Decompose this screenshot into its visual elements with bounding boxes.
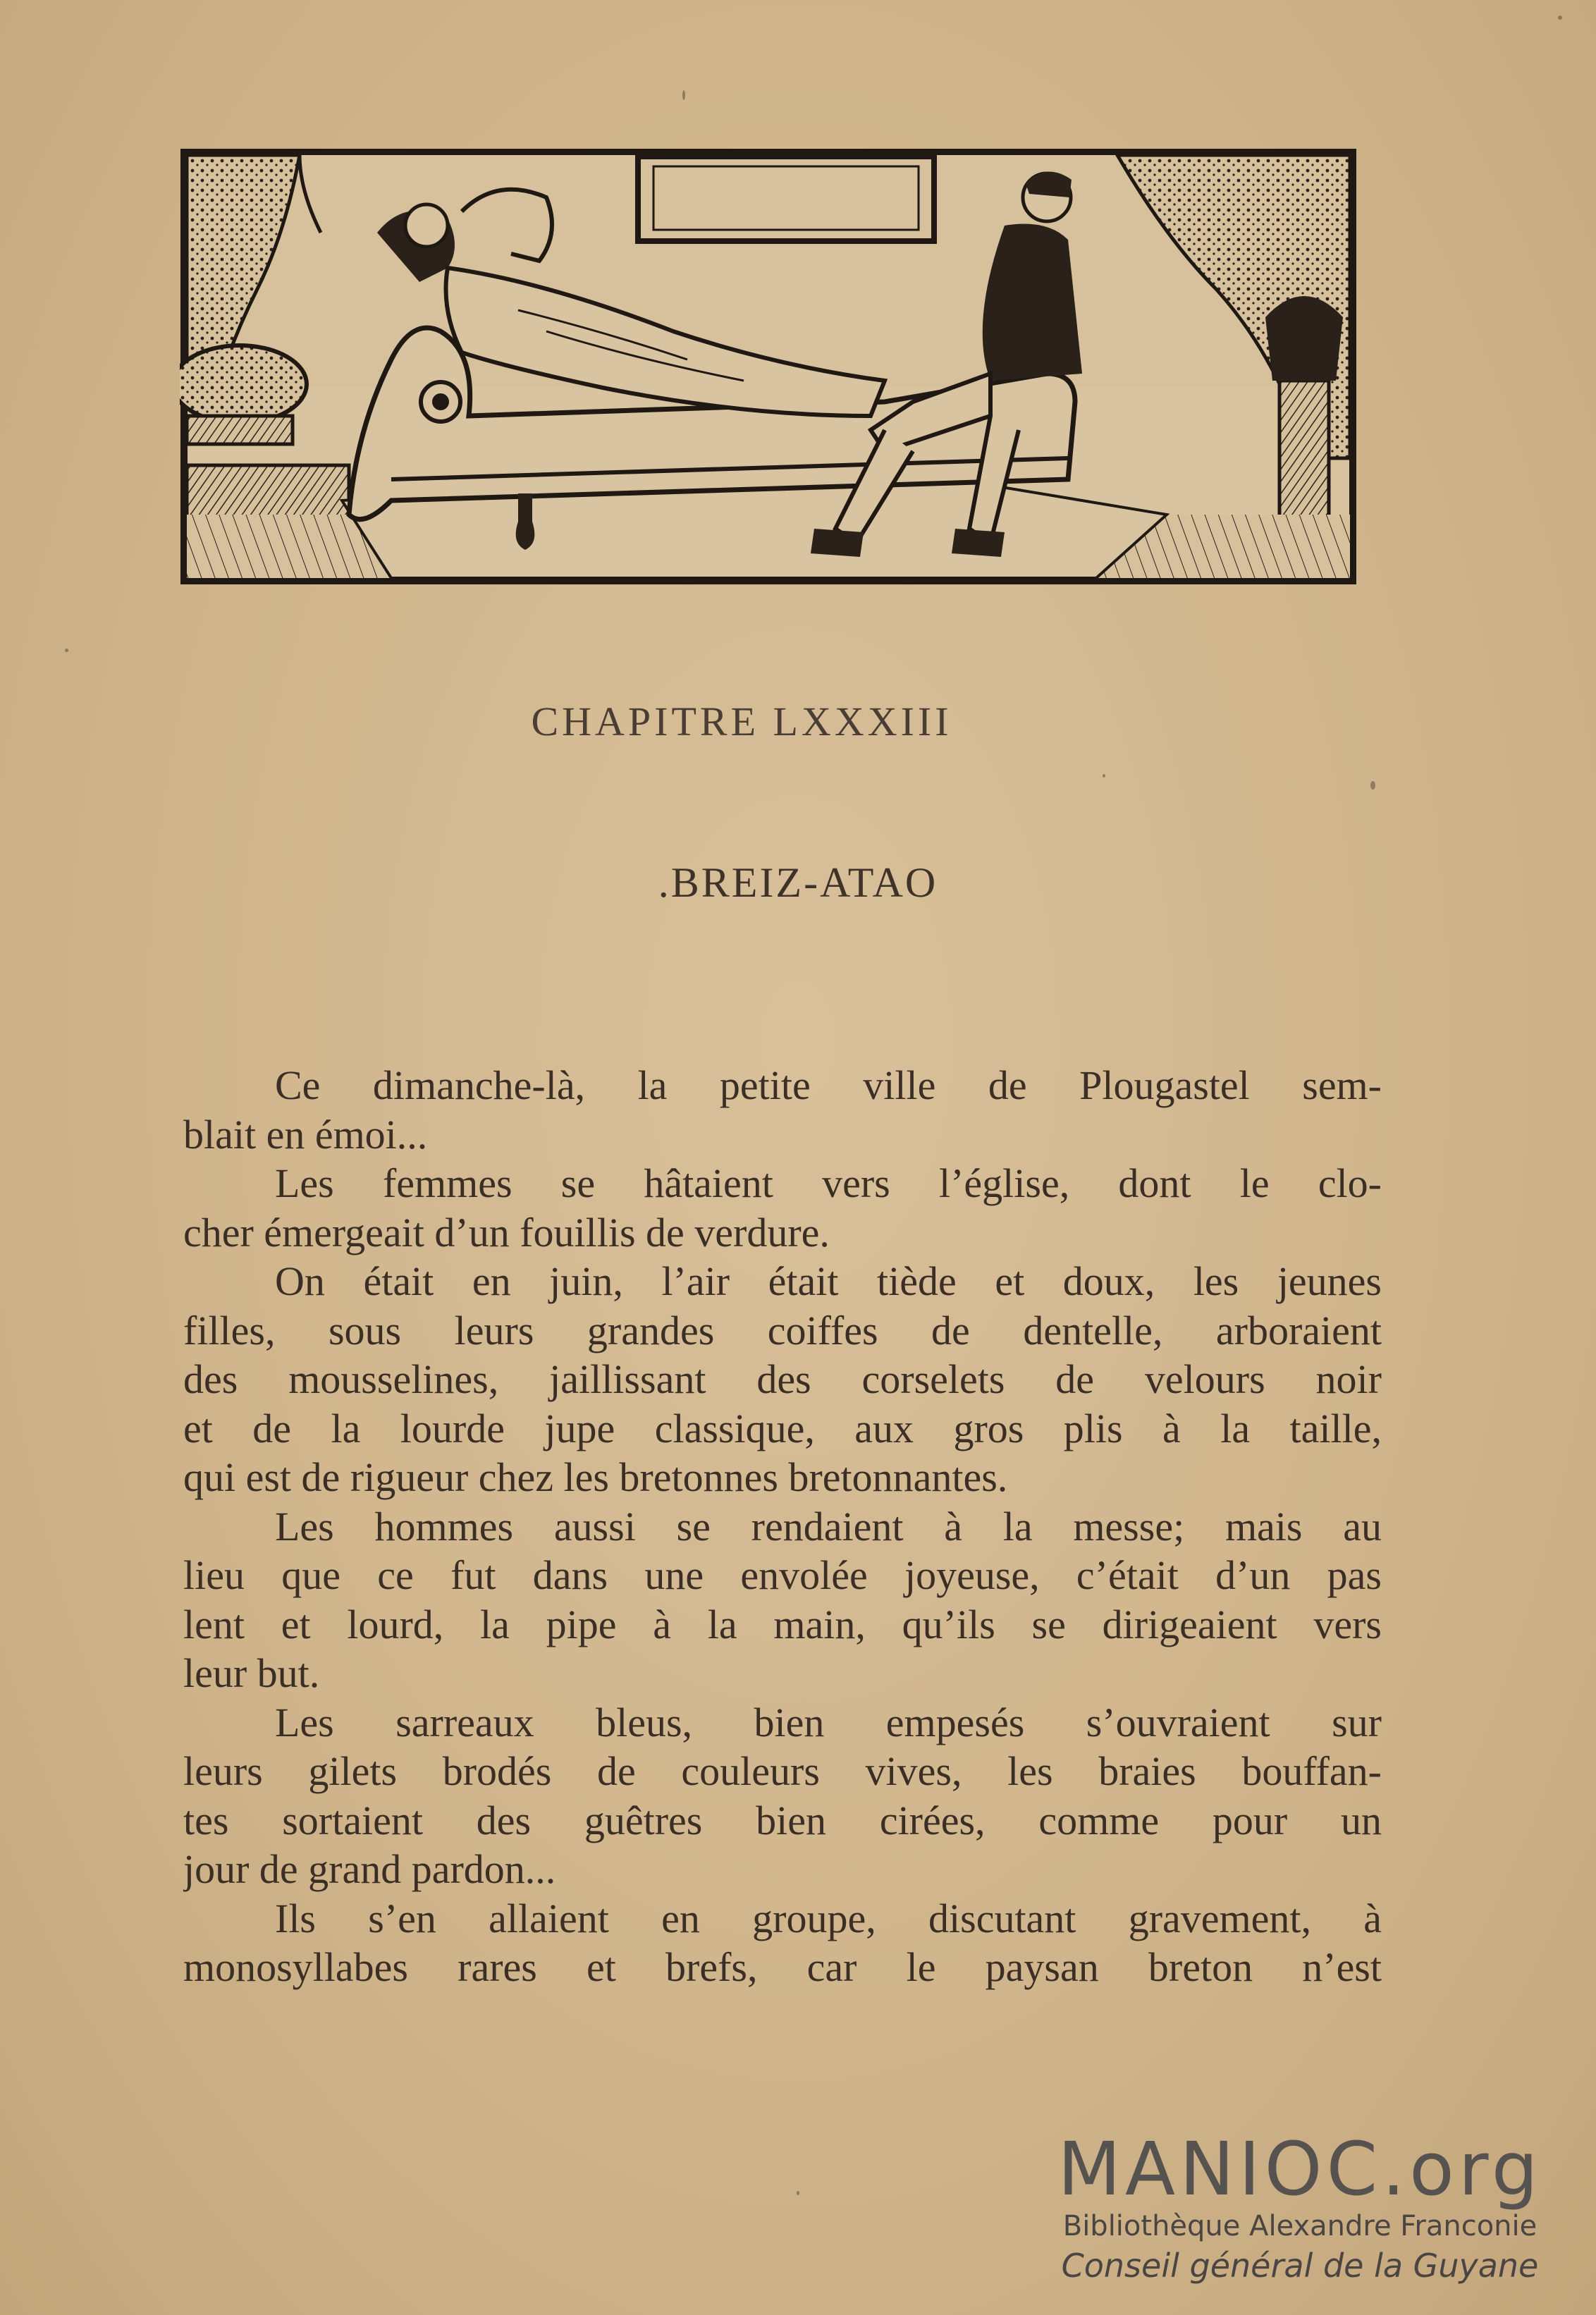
- text-line: Ce dimanche-là, la petite ville de Plougastel sem-: [275, 1062, 1382, 1108]
- council-name: Conseil général de la Guyane: [1061, 2247, 1539, 2285]
- text-line: tes sortaient des guêtres bien cirées, comme pour un: [183, 1797, 1382, 1843]
- text-line: filles, sous leurs grandes coiffes de dentelle, arboraient: [183, 1307, 1382, 1353]
- text-line: On était en juin, l’air était tiède et doux, les jeunes: [275, 1258, 1382, 1304]
- body-text: [183, 1061, 1382, 1992]
- paper-speck: [797, 2191, 799, 2195]
- text-line: cher émergeait d’un fouillis de verdure.: [183, 1209, 830, 1255]
- text-line: des mousselines, jaillissant des corselets de velours noir: [183, 1356, 1382, 1402]
- chapter-title: .BREIZ-ATAO: [658, 859, 938, 906]
- text-line: Les hommes aussi se rendaient à la messe; mais au: [275, 1503, 1382, 1549]
- text-line: et de la lourde jupe classique, aux gros plis à la taille,: [183, 1405, 1382, 1451]
- chapter-illustration: [180, 148, 1357, 585]
- text-line: lieu que ce fut dans une envolée joyeuse, c’était d’un pas: [183, 1552, 1382, 1598]
- text-line: qui est de rigueur chez les bretonnes bretonnantes.: [183, 1454, 1008, 1500]
- text-line: jour de grand pardon...: [183, 1846, 556, 1892]
- paper-speck: [65, 649, 68, 652]
- paper-speck: [1370, 781, 1375, 790]
- text-line: Les femmes se hâtaient vers l’église, dont le clo-: [275, 1160, 1382, 1206]
- text-line: blait en émoi...: [183, 1111, 428, 1158]
- paper-speck: [682, 90, 685, 100]
- text-line: Ils s’en allaient en groupe, discutant gravement, à: [275, 1895, 1382, 1941]
- text-line: lent et lourd, la pipe à la main, qu’ils se dirigeaient vers: [183, 1601, 1382, 1647]
- paper-speck: [1558, 16, 1562, 20]
- manioc-watermark: [1046, 2126, 1554, 2285]
- chapter-heading: CHAPITRE LXXXIII: [531, 699, 952, 744]
- text-line: leurs gilets brodés de couleurs vives, les braies bouffan-: [183, 1748, 1382, 1794]
- text-line: monosyllabes rares et brefs, car le paysan breton n’est: [183, 1944, 1382, 1990]
- manioc-logo: MANIOC.org: [1057, 2126, 1542, 2212]
- text-line: leur but.: [183, 1650, 320, 1696]
- engraving-icon: [180, 148, 1357, 585]
- library-name: Bibliothèque Alexandre Franconie: [1062, 2210, 1537, 2242]
- paper-speck: [1103, 774, 1105, 778]
- text-line: Les sarreaux bleus, bien empesés s’ouvraient sur: [275, 1699, 1382, 1745]
